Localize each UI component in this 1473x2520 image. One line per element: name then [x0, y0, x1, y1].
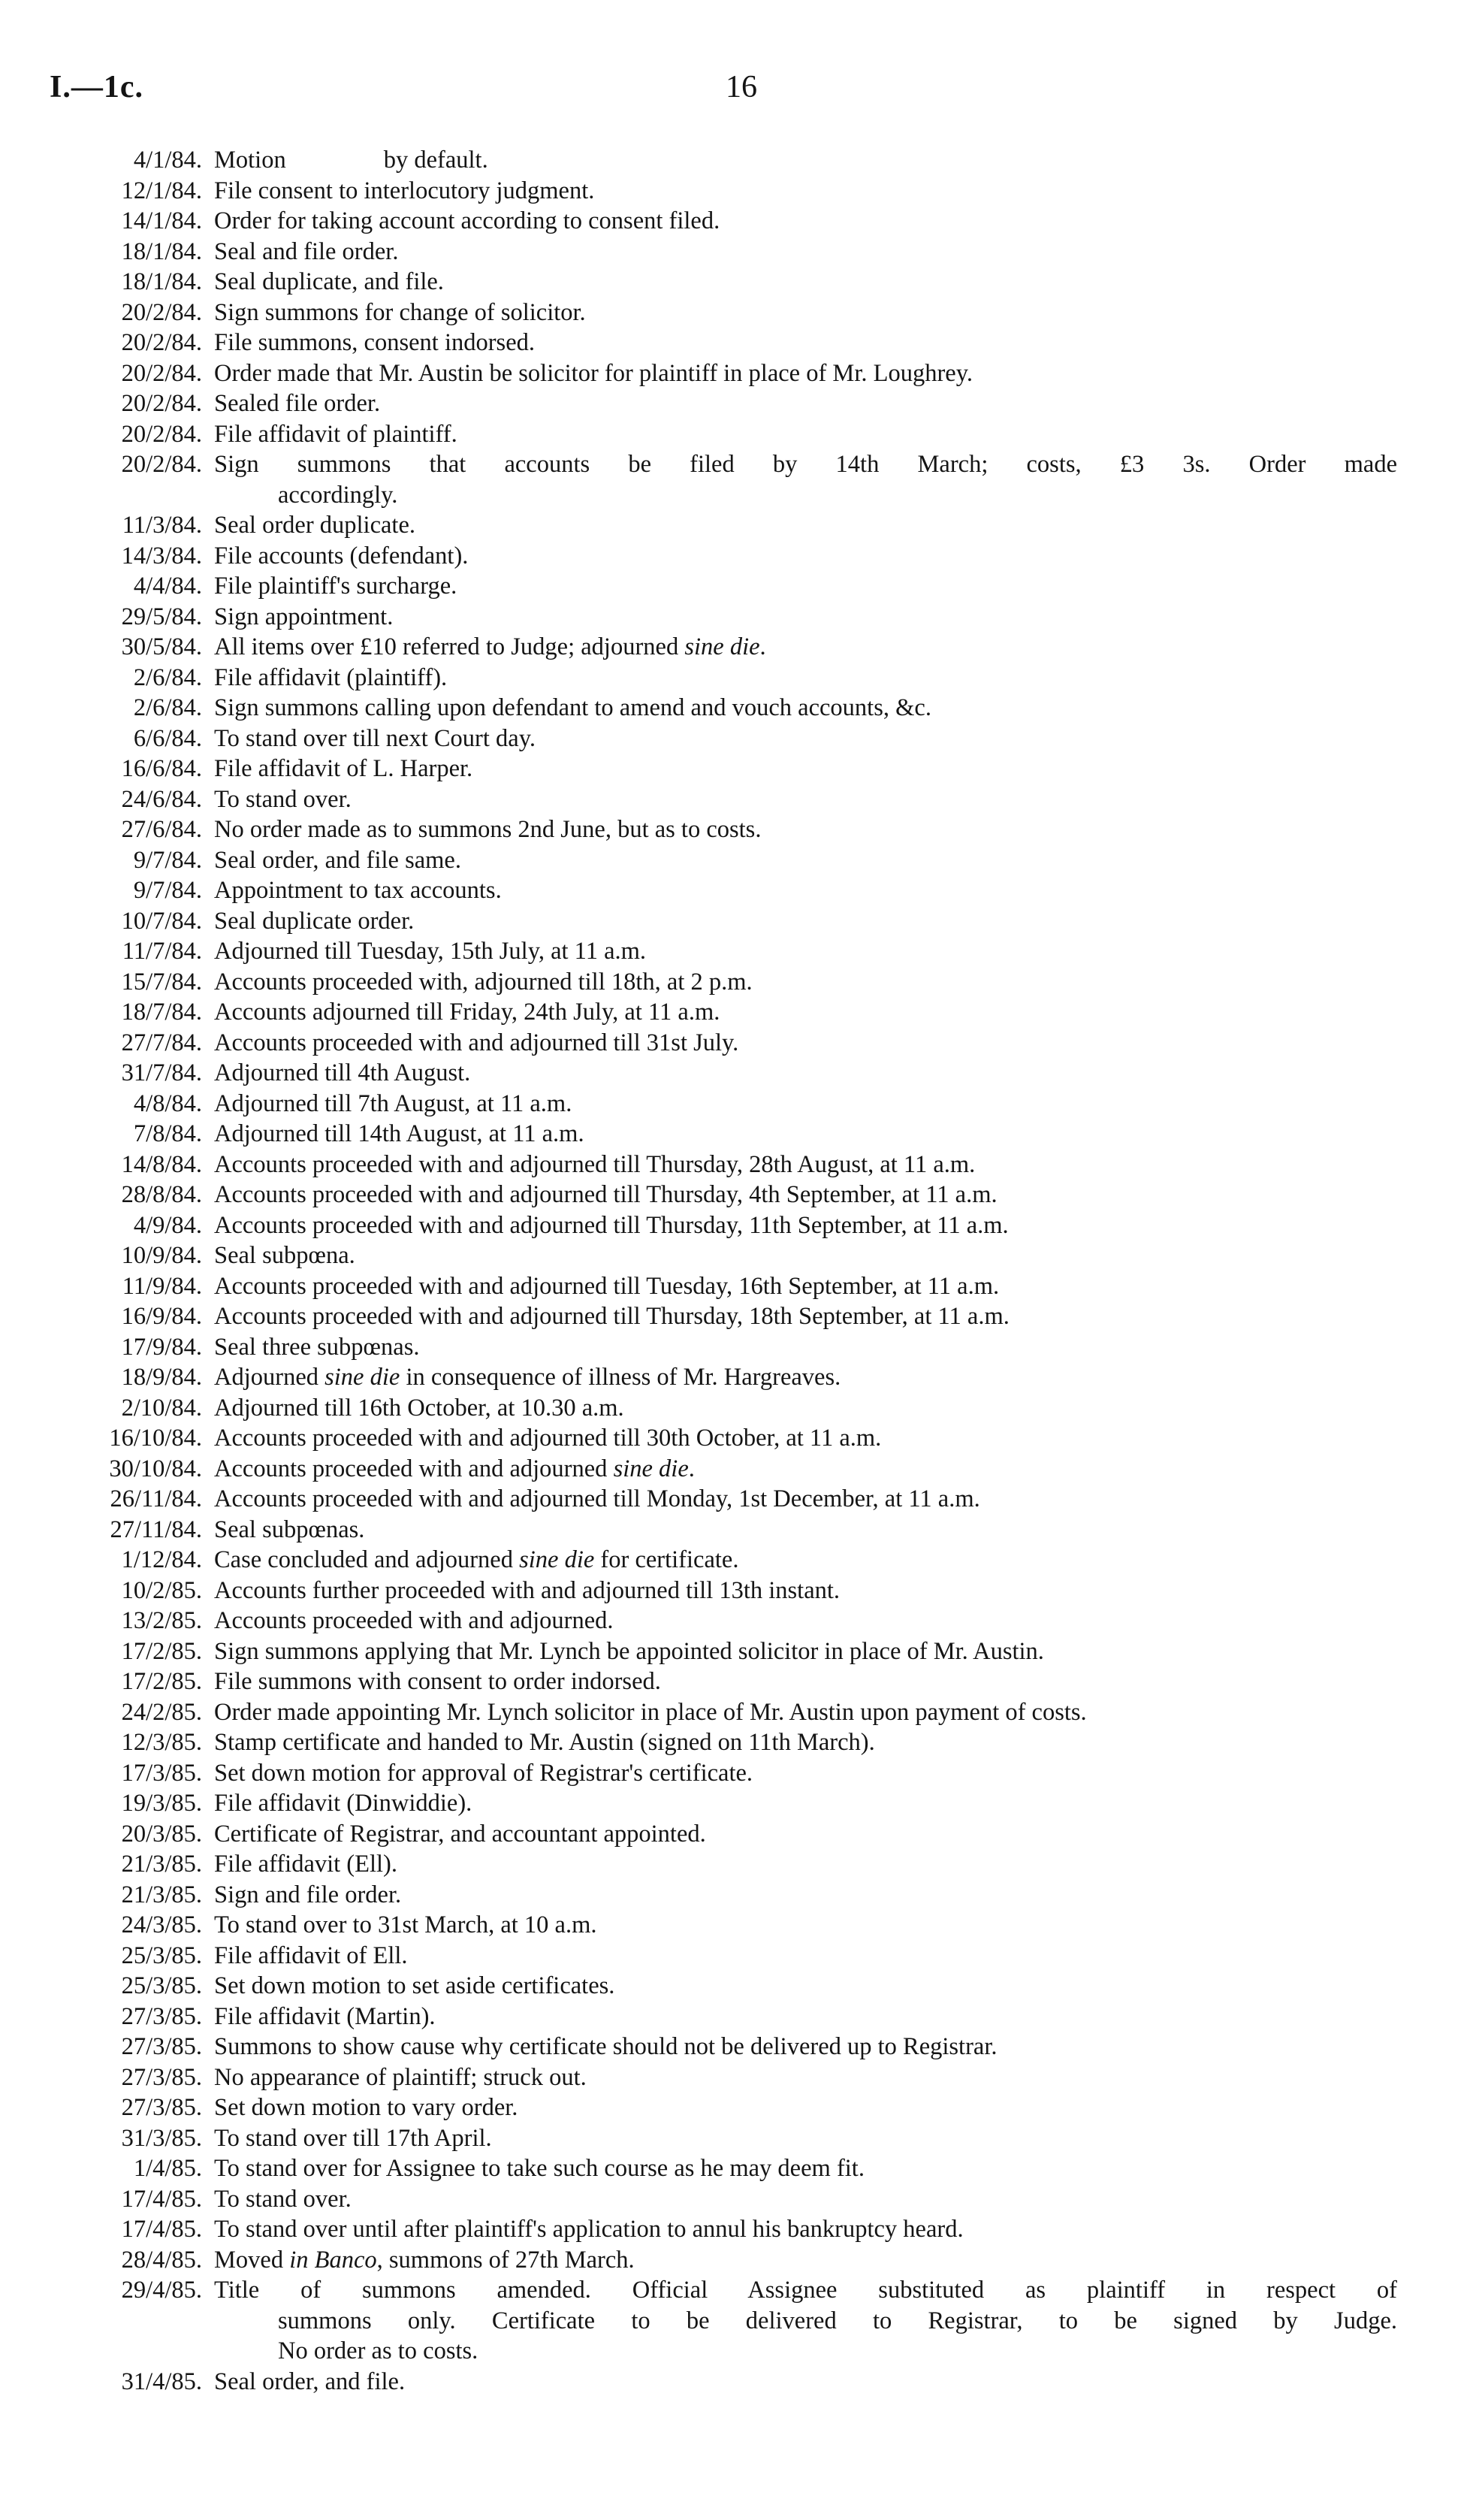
entry-text-line: Stamp certificate and handed to Mr. Austin (signed on 11th March). [214, 1729, 875, 1756]
entry-text [214, 2214, 1397, 2245]
entry-text-line: Set down motion to vary order. [214, 2094, 518, 2121]
entry-text-line: Accounts proceeded with and adjourned till Tuesday, 16th September, at 11 a.m. [214, 1272, 1000, 1300]
entry-date: 11/3/84. [122, 512, 202, 539]
list-item [45, 1545, 1397, 1576]
entry-text-line: Case concluded and adjourned sine die for certificate. [214, 1546, 739, 1573]
list-item [45, 237, 1397, 267]
entry-text [214, 1454, 1397, 1485]
entry-text [214, 1666, 1397, 1697]
list-item [45, 1758, 1397, 1789]
entry-date: 17/2/85. [121, 1637, 202, 1665]
entry-date: 17/3/85. [121, 1759, 202, 1787]
entry-text [214, 2092, 1397, 2123]
list-item [45, 1515, 1397, 1546]
list-item [45, 1332, 1397, 1363]
entry-date: 2/10/84. [121, 1394, 202, 1422]
list-item [45, 2092, 1397, 2123]
entry-text-line: Sign summons for change of solicitor. [214, 298, 586, 326]
entry-text-line: Summons to show cause why certificate should not be delivered up to Registrar. [214, 2033, 998, 2060]
entry-text [214, 663, 1397, 693]
list-item [45, 388, 1397, 419]
list-item [45, 1180, 1397, 1210]
entry-text-line: Certificate of Registrar, and accountant appointed. [214, 1820, 706, 1848]
entry-date: 20/3/85. [121, 1820, 202, 1848]
entry-text-line: File affidavit (plaintiff). [214, 663, 448, 691]
entry-text-line: File affidavit of plaintiff. [214, 420, 457, 448]
entry-date: 2/6/84. [133, 663, 202, 691]
entry-text [214, 2062, 1397, 2093]
list-item [45, 1210, 1397, 1241]
list-item [45, 1119, 1397, 1150]
entry-date: 13/2/85. [121, 1607, 202, 1634]
entry-text-line: Set down motion to set aside certificates. [214, 1972, 615, 1999]
list-item [45, 814, 1397, 845]
entry-text [214, 1240, 1397, 1271]
entry-text [214, 632, 1397, 663]
list-item [45, 784, 1397, 815]
entry-date: 29/5/84. [121, 603, 202, 630]
entry-text-line: Accounts proceeded with and adjourned till 30th October, at 11 a.m. [214, 1425, 882, 1452]
entry-text-line: Accounts proceeded with and adjourned till Thursday, 18th September, at 11 a.m. [214, 1303, 1010, 1330]
entry-date: 12/3/85. [121, 1729, 202, 1756]
entry-text [214, 1758, 1397, 1789]
entry-text [214, 1971, 1397, 2002]
entry-text-line: Motion by default. [214, 147, 488, 174]
page-number: 16 [726, 70, 757, 104]
entry-text-line: Adjourned sine die in consequence of illness of Mr. Hargreaves. [214, 1364, 841, 1391]
entry-text-line: File consent to interlocutory judgment. [214, 177, 595, 204]
entry-text-line: File affidavit (Ell). [214, 1851, 397, 1878]
entry-text [214, 875, 1397, 906]
list-item [45, 2032, 1397, 2062]
entry-text-line: Appointment to tax accounts. [214, 877, 502, 904]
entry-text [214, 571, 1397, 602]
entry-date: 27/7/84. [121, 1029, 202, 1056]
entry-text [214, 2002, 1397, 2032]
entry-text [214, 1362, 1397, 1393]
entry-text-line: Accounts proceeded with, adjourned till 18th, at 2 p.m. [214, 968, 753, 996]
entry-text [214, 1545, 1397, 1576]
entry-date: 18/1/84. [121, 268, 202, 295]
entry-text [214, 237, 1397, 267]
entry-date: 16/6/84. [121, 755, 202, 782]
list-item [45, 1271, 1397, 1302]
entry-text [214, 176, 1397, 207]
list-item [45, 1089, 1397, 1119]
list-item [45, 632, 1397, 663]
entry-date: 11/7/84. [122, 938, 202, 965]
list-item [45, 1058, 1397, 1089]
entry-text-line: No appearance of plaintiff; struck out. [214, 2063, 587, 2091]
list-item [45, 754, 1397, 784]
entry-text [214, 2032, 1397, 2062]
list-item [45, 267, 1397, 298]
entry-text-line: File summons with consent to order indorsed. [214, 1668, 661, 1695]
entry-text-line: Moved in Banco, summons of 27th March. [214, 2246, 635, 2274]
entry-date: 9/7/84. [133, 846, 202, 874]
entry-date: 10/2/85. [121, 1576, 202, 1604]
entry-text-line: Title of summons amended. Official Assignee substituted as plaintiff in respect of [214, 2277, 1397, 2304]
entry-text [214, 1484, 1397, 1515]
entry-text [214, 1636, 1397, 1667]
list-item [45, 1454, 1397, 1485]
entry-text [214, 1301, 1397, 1332]
entry-text-line: Seal order duplicate. [214, 512, 416, 539]
list-item [45, 967, 1397, 998]
entry-date: 25/3/85. [121, 1972, 202, 1999]
entry-text-line: To stand over. [214, 785, 352, 813]
list-item [45, 1971, 1397, 2002]
entry-date: 29/4/85. [121, 2277, 202, 2304]
entry-text [214, 541, 1397, 572]
entry-date: 24/2/85. [121, 1698, 202, 1726]
entry-text-line: To stand over. [214, 2185, 352, 2213]
entry-text-line: To stand over until after plaintiff's application to annul his bankruptcy heard. [214, 2216, 964, 2243]
entry-text-line: Sign summons applying that Mr. Lynch be appointed solicitor in place of Mr. Austin. [214, 1637, 1044, 1665]
list-item [45, 2002, 1397, 2032]
entry-date: 20/2/84. [121, 329, 202, 356]
entry-text-line: Adjourned till 16th October, at 10.30 a.m. [214, 1394, 624, 1422]
entry-date: 15/7/84. [121, 968, 202, 996]
list-item [45, 419, 1397, 450]
entry-text-line: Sign and file order. [214, 1881, 402, 1908]
entry-text [214, 1910, 1397, 1941]
list-item [45, 2275, 1397, 2367]
entry-text-line: Seal duplicate order. [214, 907, 415, 935]
entry-continuation-line: accordingly. [278, 481, 398, 509]
entry-text-line: File affidavit of L. Harper. [214, 755, 473, 782]
list-item [45, 724, 1397, 754]
entry-date: 20/2/84. [121, 359, 202, 387]
entry-date: 20/2/84. [121, 390, 202, 417]
list-item [45, 145, 1397, 176]
entry-text-line: Adjourned till 14th August, at 11 a.m. [214, 1120, 584, 1147]
entry-text-line: Seal duplicate, and file. [214, 268, 444, 295]
entry-text-line: Set down motion for approval of Registrar's certificate. [214, 1759, 753, 1787]
list-item [45, 997, 1397, 1028]
entry-text-line: Seal and file order. [214, 237, 399, 265]
entry-text [214, 967, 1397, 998]
entry-date: 7/8/84. [133, 1120, 202, 1147]
entry-text-line: Accounts proceeded with and adjourned till Monday, 1st December, at 11 a.m. [214, 1485, 980, 1512]
entry-text [214, 754, 1397, 784]
entry-text [214, 1393, 1397, 1424]
page-header [50, 69, 1402, 114]
list-item [45, 1941, 1397, 1972]
entry-text [214, 1819, 1397, 1850]
entry-text-line: To stand over to 31st March, at 10 a.m. [214, 1911, 597, 1938]
entry-date: 20/2/84. [121, 451, 202, 478]
entry-date: 17/4/85. [121, 2185, 202, 2213]
entry-date: 28/8/84. [121, 1181, 202, 1208]
entry-text-line: Accounts proceeded with and adjourned till 31st July. [214, 1029, 739, 1056]
entry-text-line: Order made appointing Mr. Lynch solicitor in place of Mr. Austin upon payment of costs. [214, 1698, 1087, 1726]
entry-text-line: To stand over for Assignee to take such course as he may deem fit. [214, 2155, 865, 2182]
list-item [45, 693, 1397, 724]
entry-date: 14/8/84. [121, 1150, 202, 1178]
list-item [45, 2184, 1397, 2215]
list-item [45, 298, 1397, 328]
entry-date: 11/9/84. [122, 1272, 202, 1300]
entry-text-line: Order made that Mr. Austin be solicitor for plaintiff in place of Mr. Loughrey. [214, 359, 973, 387]
entry-text-line: Sign summons that accounts be filed by 14th March; costs, £3 3s. Order made [214, 451, 1397, 478]
entry-text [214, 145, 1397, 176]
document-reference: I.—1c. [50, 70, 143, 104]
list-item [45, 328, 1397, 358]
entry-date: 24/3/85. [121, 1911, 202, 1938]
list-item [45, 1393, 1397, 1424]
list-item [45, 602, 1397, 633]
entry-text-line: Accounts proceeded with and adjourned till Thursday, 11th September, at 11 a.m. [214, 1211, 1009, 1239]
entry-text [214, 510, 1397, 541]
entry-text [214, 206, 1397, 237]
entry-text [214, 1515, 1397, 1546]
entry-text-line: Seal subpœnas. [214, 1515, 365, 1543]
entry-text [214, 1697, 1397, 1728]
entry-date: 27/3/85. [121, 2002, 202, 2030]
entry-date: 10/9/84. [121, 1242, 202, 1269]
list-item [45, 845, 1397, 876]
entry-text-line: Adjourned till 4th August. [214, 1059, 471, 1086]
entry-text [214, 1576, 1397, 1606]
entry-text-line: File affidavit (Martin). [214, 2002, 436, 2030]
entry-date: 30/10/84. [109, 1455, 202, 1482]
entry-date: 14/1/84. [121, 207, 202, 234]
entry-date: 4/9/84. [133, 1211, 202, 1239]
entry-text [214, 328, 1397, 358]
entry-text-line: Accounts proceeded with and adjourned sine die. [214, 1455, 695, 1482]
entry-continuation-line: summons only. Certificate to be delivered to Registrar, to be signed by Judge. [278, 2307, 1397, 2334]
entry-date: 24/6/84. [121, 785, 202, 813]
entry-text [214, 388, 1397, 419]
list-item [45, 1666, 1397, 1697]
entry-date: 21/3/85. [121, 1881, 202, 1908]
list-item [45, 875, 1397, 906]
list-item [45, 2245, 1397, 2276]
entry-text-line: Adjourned till Tuesday, 15th July, at 11 a.m. [214, 938, 647, 965]
entry-text [214, 267, 1397, 298]
entry-text-line: Seal three subpœnas. [214, 1333, 420, 1361]
list-item [45, 1819, 1397, 1850]
entry-text [214, 1180, 1397, 1210]
entry-date: 20/2/84. [121, 420, 202, 448]
entry-text [214, 419, 1397, 450]
list-item [45, 541, 1397, 572]
entry-date: 27/3/85. [121, 2094, 202, 2121]
entry-date: 17/4/85. [121, 2216, 202, 2243]
entry-text [214, 1941, 1397, 1972]
list-item [45, 2214, 1397, 2245]
entry-text [214, 1606, 1397, 1636]
list-item [45, 1910, 1397, 1941]
entry-text-line: To stand over till next Court day. [214, 724, 536, 752]
entry-text-line: File plaintiff's surcharge. [214, 573, 457, 600]
entry-text [214, 936, 1397, 967]
list-item [45, 206, 1397, 237]
entry-text-line: All items over £10 referred to Judge; adjourned sine die. [214, 633, 766, 660]
list-item [45, 1697, 1397, 1728]
entry-text-line: Seal order, and file. [214, 2367, 406, 2395]
entry-text [214, 1849, 1397, 1880]
entry-date: 19/3/85. [121, 1790, 202, 1817]
entry-text [214, 1788, 1397, 1819]
entry-text [214, 1150, 1397, 1180]
entry-text-line: Seal subpœna. [214, 1242, 355, 1269]
entry-text [214, 1880, 1397, 1911]
entry-text-line: Sealed file order. [214, 390, 381, 417]
entry-text-line: Accounts adjourned till Friday, 24th July, at 11 a.m. [214, 999, 720, 1026]
entry-text [214, 358, 1397, 389]
entry-text-line: Sign appointment. [214, 603, 394, 630]
entry-text-line: No order made as to summons 2nd June, but as to costs. [214, 816, 762, 843]
list-item [45, 906, 1397, 937]
entry-continuation-line: No order as to costs. [278, 2337, 478, 2364]
entry-text [214, 1423, 1397, 1454]
entry-date: 12/1/84. [121, 177, 202, 204]
list-item [45, 1606, 1397, 1636]
entry-date: 27/11/84. [110, 1515, 202, 1543]
entry-text [214, 298, 1397, 328]
entry-date: 4/8/84. [133, 1089, 202, 1117]
entry-text [214, 1727, 1397, 1758]
entry-text [214, 1271, 1397, 1302]
entry-text-line: File affidavit (Dinwiddie). [214, 1790, 472, 1817]
list-item [45, 1028, 1397, 1059]
entry-text-line: Accounts proceeded with and adjourned till Thursday, 28th August, at 11 a.m. [214, 1150, 976, 1178]
entry-text [214, 602, 1397, 633]
entry-text-line: Adjourned till 7th August, at 11 a.m. [214, 1089, 572, 1117]
list-item [45, 1150, 1397, 1180]
entry-date: 14/3/84. [121, 542, 202, 570]
entry-text-line: Order for taking account according to consent filed. [214, 207, 720, 234]
entry-text [214, 997, 1397, 1028]
entry-date: 17/9/84. [121, 1333, 202, 1361]
entry-date: 27/3/85. [121, 2063, 202, 2091]
entry-date: 28/4/85. [121, 2246, 202, 2274]
entry-text [214, 2275, 1397, 2367]
entry-text [214, 1210, 1397, 1241]
entry-date: 18/7/84. [121, 999, 202, 1026]
list-item [45, 2062, 1397, 2093]
entry-text [214, 1028, 1397, 1059]
entry-date: 18/9/84. [121, 1364, 202, 1391]
entry-text-line: File summons, consent indorsed. [214, 329, 535, 356]
list-item [45, 1423, 1397, 1454]
list-item [45, 358, 1397, 389]
entry-text [214, 2123, 1397, 2154]
entry-date: 31/3/85. [121, 2124, 202, 2152]
entry-text-line: File accounts (defendant). [214, 542, 469, 570]
entry-text [214, 2184, 1397, 2215]
entry-text [214, 724, 1397, 754]
entry-text [214, 693, 1397, 724]
list-item [45, 2153, 1397, 2184]
entry-date: 4/4/84. [133, 573, 202, 600]
entry-date: 20/2/84. [121, 298, 202, 326]
entry-date: 27/6/84. [121, 816, 202, 843]
list-item [45, 449, 1397, 510]
list-item [45, 663, 1397, 693]
entry-text-line: Accounts proceeded with and adjourned. [214, 1607, 614, 1634]
entry-text [214, 1089, 1397, 1119]
entry-date: 21/3/85. [121, 1851, 202, 1878]
list-item [45, 1636, 1397, 1667]
entry-text [214, 1058, 1397, 1089]
list-item [45, 1301, 1397, 1332]
entry-date: 1/12/84. [121, 1546, 202, 1573]
entry-text [214, 1332, 1397, 1363]
entry-text [214, 2245, 1397, 2276]
entry-date: 6/6/84. [133, 724, 202, 752]
entry-list [45, 145, 1397, 2397]
entry-text-line: Accounts proceeded with and adjourned till Thursday, 4th September, at 11 a.m. [214, 1181, 998, 1208]
list-item [45, 2367, 1397, 2398]
entry-date: 18/1/84. [121, 237, 202, 265]
entry-text [214, 845, 1397, 876]
list-item [45, 2123, 1397, 2154]
entry-text-line: To stand over till 17th April. [214, 2124, 492, 2152]
entry-text-line: Accounts further proceeded with and adjourned till 13th instant. [214, 1576, 841, 1604]
entry-text-line: File affidavit of Ell. [214, 1941, 408, 1969]
list-item [45, 1727, 1397, 1758]
entry-date: 16/10/84. [109, 1425, 202, 1452]
entry-text-line: Seal order, and file same. [214, 846, 461, 874]
list-item [45, 1362, 1397, 1393]
list-item [45, 571, 1397, 602]
entry-date: 31/4/85. [121, 2367, 202, 2395]
entry-date: 16/9/84. [121, 1303, 202, 1330]
entry-text [214, 906, 1397, 937]
entry-text [214, 2153, 1397, 2184]
list-item [45, 510, 1397, 541]
entry-date: 2/6/84. [133, 694, 202, 721]
entry-text [214, 814, 1397, 845]
list-item [45, 1240, 1397, 1271]
entry-date: 31/7/84. [121, 1059, 202, 1086]
entry-date: 27/3/85. [121, 2033, 202, 2060]
list-item [45, 936, 1397, 967]
entry-text [214, 1119, 1397, 1150]
list-item [45, 1788, 1397, 1819]
list-item [45, 1576, 1397, 1606]
entry-text [214, 784, 1397, 815]
entry-date: 30/5/84. [121, 633, 202, 660]
list-item [45, 1484, 1397, 1515]
list-item [45, 1849, 1397, 1880]
entry-date: 26/11/84. [110, 1485, 202, 1512]
entry-text [214, 2367, 1397, 2398]
entry-date: 4/1/84. [133, 147, 202, 174]
entry-date: 17/2/85. [121, 1668, 202, 1695]
entry-date: 1/4/85. [133, 2155, 202, 2182]
list-item [45, 1880, 1397, 1911]
list-item [45, 176, 1397, 207]
entry-text [214, 449, 1397, 510]
entry-date: 10/7/84. [121, 907, 202, 935]
entry-date: 9/7/84. [133, 877, 202, 904]
entry-text-line: Sign summons calling upon defendant to amend and vouch accounts, &c. [214, 694, 931, 721]
entry-date: 25/3/85. [121, 1941, 202, 1969]
